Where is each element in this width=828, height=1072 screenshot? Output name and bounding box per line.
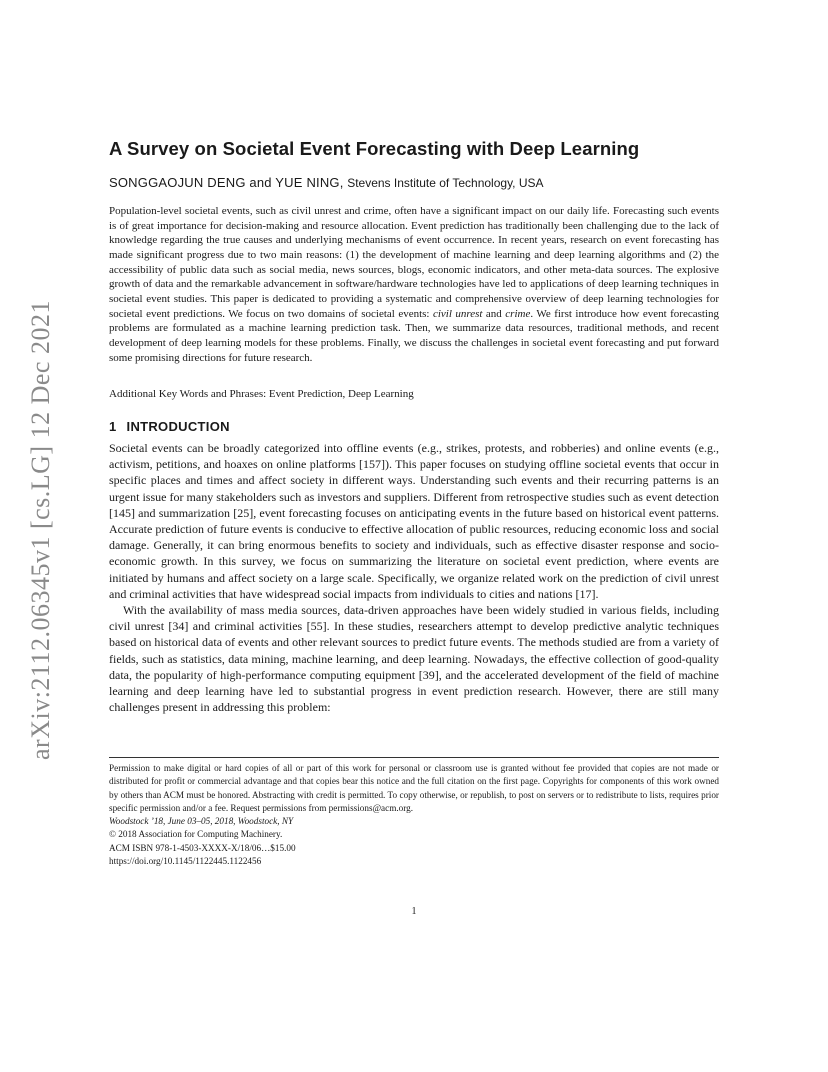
copyright-notice: © 2018 Association for Computing Machinery. [109, 829, 283, 840]
body-paragraph-2: With the availability of mass media sources, data-driven approaches have been widely studied in various fields, including civil unrest [34] and criminal activities [55]. In these studies, researchers attempt to develop predictive analytic techniques based on historical data of events and other relevant sources to predict future events. The methods studied are from a variety of fields, such as statistics, data mining, machine learning, and deep learning. Nowadays, the effective collection of good-quality data, the popularity of high-performance computing equipment [39], and the accelerated development of the field of machine learning and deep learning have led to substantial progress in event prediction research. However, there are still many challenges present in addressing this problem: [109, 603, 719, 715]
abstract-text-1: Population-level societal events, such as civil unrest and crime, often have a significant impact on our daily life. Forecasting such events is of great importance for decision-making and resource allocation. Event prediction has traditionally been challenging due to the lack of knowledge regarding the true causes and underlying mechanisms of event occurrence. In recent years, research on event forecasting has made significant progress due to two main reasons: (1) the development of machine learning and deep learning algorithms and (2) the accessibility of public data such as social media, news sources, blogs, economic indicators, and other meta-data sources. The explosive growth of data and the remarkable advancement in software/hardware technologies have led to applications of deep learning techniques in societal event studies. This paper is dedicated to providing a systematic and comprehensive overview of deep learning technologies for societal event predictions. We focus on two domains of societal events: [109, 205, 719, 320]
abstract-text-2: . We first introduce how event forecasting problems are formulated as a machine learning prediction task. Then, we summarize data resources, traditional methods, and recent development of deep learning models for these problems. Finally, we discuss the challenges in societal event forecasting and put forward some promising directions for future research. [109, 307, 719, 364]
footnote-divider [109, 757, 719, 758]
abstract [109, 204, 719, 365]
conference-info: Woodstock ’18, June 03–05, 2018, Woodstock, NY [109, 816, 294, 827]
body-paragraph-1: Societal events can be broadly categorized into offline events (e.g., strikes, protests, and robberies) and online events (e.g., activism, petitions, and hoaxes on online platforms [157]). This paper focuses on studying offline societal events that occur in specific places and times and affect society in different ways. Understanding such events and their recurring patterns is an urgent issue for many stakeholders such as investors and suppliers. Different from retrospective studies such as event detection [145] and summarization [25], event forecasting focuses on anticipating events in the future based on historical event patterns. Accurate prediction of future events is conducive to effective allocation of public resources, reducing economic loss and social damage. Generally, it can bring enormous benefits to society and individuals, such as effective disaster response and socio-economic growth. In this survey, we focus on summarizing the literature on societal event prediction, where events are initiated by humans and affect society on a large scale. Specifically, we organize related work on the prediction of civil unrest and criminal activities that have widespread social impacts from individuals to cities and nations [17]. [109, 441, 719, 601]
footnote [109, 762, 719, 868]
abstract-connector: and [482, 307, 506, 320]
keywords: Additional Key Words and Phrases: Event Prediction, Deep Learning [109, 388, 414, 400]
author-affiliation: Stevens Institute of Technology, USA [347, 176, 544, 190]
author-names: SONGGAOJUN DENG and YUE NING, [109, 175, 344, 190]
page-number: 1 [411, 906, 417, 917]
doi-link[interactable]: https://doi.org/10.1145/1122445.1122456 [109, 856, 262, 867]
permission-notice: Permission to make digital or hard copies of all or part of this work for personal or classroom use is granted without fee provided that copies are not made or distributed for profit or commercial advantage and that copies bear this notice and the full citation on the first page. Copyrights for components of this work owned by others than ACM must be honored. Abstracting with credit is permitted. To copy otherwise, or republish, to post on servers or to redistribute to lists, requires prior specific permission and/or a fee. Request permissions from permissions@acm.org. [109, 763, 719, 813]
section-number: 1 [109, 419, 117, 434]
author-line [109, 175, 719, 190]
arxiv-identifier-stamp: arXiv:2112.06345v1 [cs.LG] 12 Dec 2021 [26, 300, 55, 760]
abstract-emphasis-civil-unrest: civil unrest [432, 307, 483, 320]
paper-title: A Survey on Societal Event Forecasting with Deep Learning [109, 138, 640, 159]
introduction-body [109, 440, 719, 715]
section-title: INTRODUCTION [126, 419, 230, 434]
isbn: ACM ISBN 978-1-4503-XXXX-X/18/06…$15.00 [109, 842, 296, 853]
abstract-emphasis-crime: crime [505, 307, 531, 320]
section-heading-introduction [109, 419, 719, 434]
